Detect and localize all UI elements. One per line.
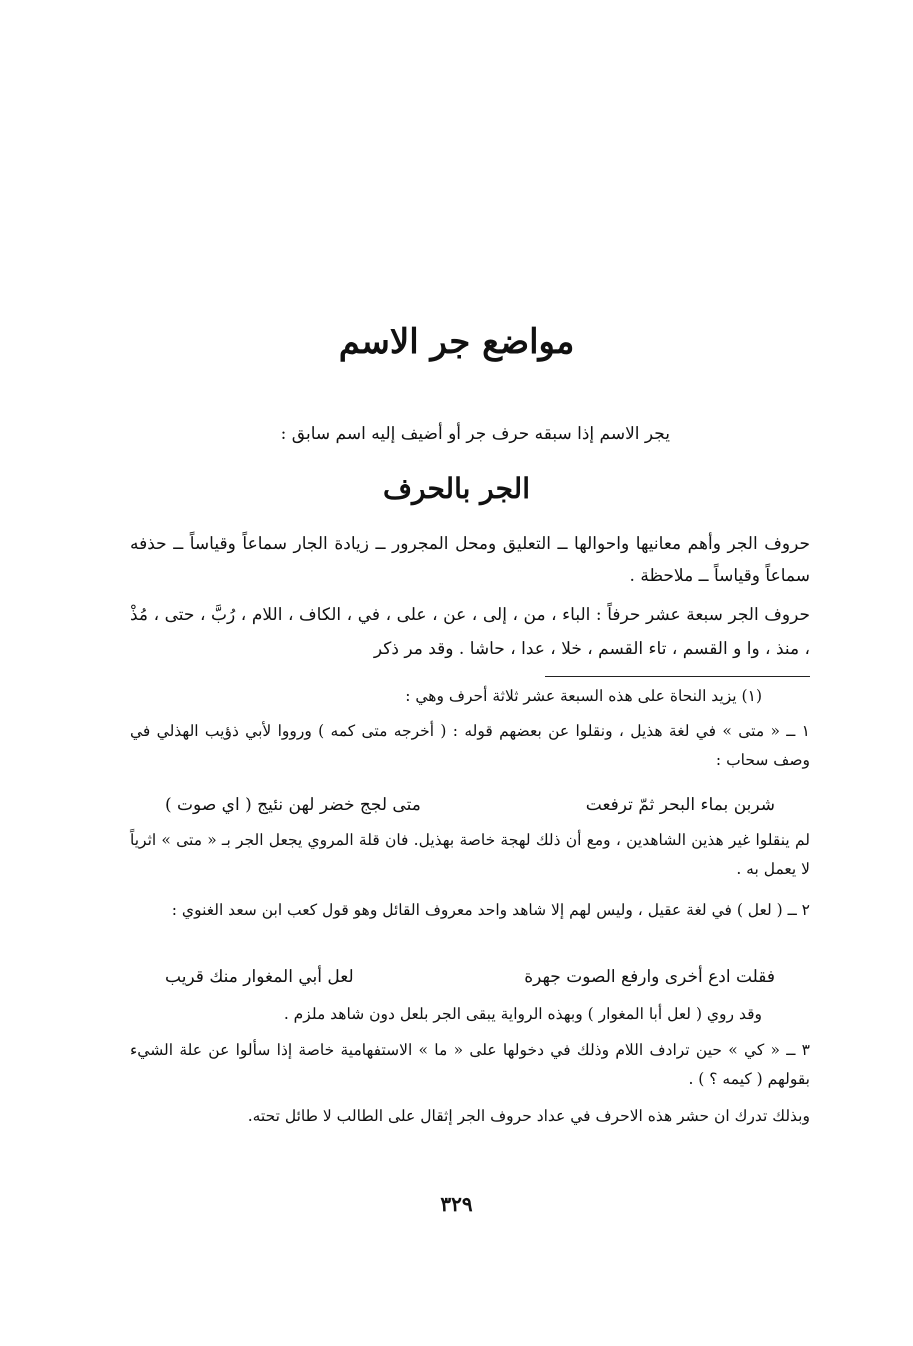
poem-verse-2-second-hemistich: لعل أبي المغوار منك قريب (165, 967, 354, 987)
poem-verse-2 (165, 962, 810, 992)
page-title: مواضع جر الاسم (338, 322, 575, 362)
poem-verse-1-second-hemistich: متى لجج خضر لهن نئيج ( اي صوت ) (165, 795, 421, 815)
poem-verse-1 (165, 790, 810, 820)
prepositions-paragraph: حروف الجر سبعة عشر حرفاً : الباء ، من ، إلى ، عن ، على ، في ، الكاف ، اللام ، رُبَّ ، حتى ، مُذْ ، منذ ، وا و القسم ، تاء القسم ، خلا ، عدا ، حاشا . وقد مر ذكر (130, 605, 810, 659)
summary-paragraph: حروف الجر وأهم معانيها واحوالها ــ التعليق ومحل المجرور ــ زيادة الجار سماعاً وقياساً ــ حذفه سماعاً وقياساً ــ ملاحظة . (130, 534, 810, 586)
footnote-intro: (١) يزيد النحاة على هذه السبعة عشر ثلاثة أحرف وهي : (405, 687, 762, 705)
footnote-item-1: ١ ــ « متى » في لغة هذيل ، ونقلوا عن بعضهم قوله : ( أخرجه متى كمه ) ورووا لأبي ذؤيب الهذلي في وصف سحاب : (130, 722, 810, 769)
poem-verse-2-first-hemistich: فقلت ادع أخرى وارفع الصوت جهرة (524, 967, 775, 987)
page-number: ٣٢٩ (440, 1192, 473, 1216)
footnote-item-2-continued: وقد روي ( لعل أبا المغوار ) وبهذه الرواية يبقى الجر بلعل دون شاهد ملزم . (283, 1005, 762, 1023)
footnote-item-3: ٣ ــ « كي » حين ترادف اللام وذلك في دخولها على « ما » الاستفهامية خاصة إذا سألوا عن علة الشيء بقولهم ( كيمه ؟ ) . (130, 1041, 810, 1088)
intro-line: يجر الاسم إذا سبقه حرف جر أو أضيف إليه اسم سابق : (280, 424, 670, 444)
footnote-item-1-continued: لم ينقلوا غير هذين الشاهدين ، ومع أن ذلك لهجة خاصة بهذيل. فان قلة المروي يجعل الجر بـ « متى » اثرياً لا يعمل به . (130, 831, 810, 878)
footnote-item-2: ٢ ــ ( لعل ) في لغة عقيل ، وليس لهم إلا شاهد واحد معروف القائل وهو قول كعب ابن سعد الغنوي : (171, 901, 810, 919)
poem-verse-1-first-hemistich: شربن بماء البحر ثمّ ترفعت (585, 795, 775, 815)
footnote-conclusion: وبذلك تدرك ان حشر هذه الاحرف في عداد حروف الجر إثقال على الطالب لا طائل تحته. (247, 1107, 810, 1125)
footnote-divider (545, 676, 810, 677)
section-heading: الجر بالحرف (383, 472, 530, 505)
